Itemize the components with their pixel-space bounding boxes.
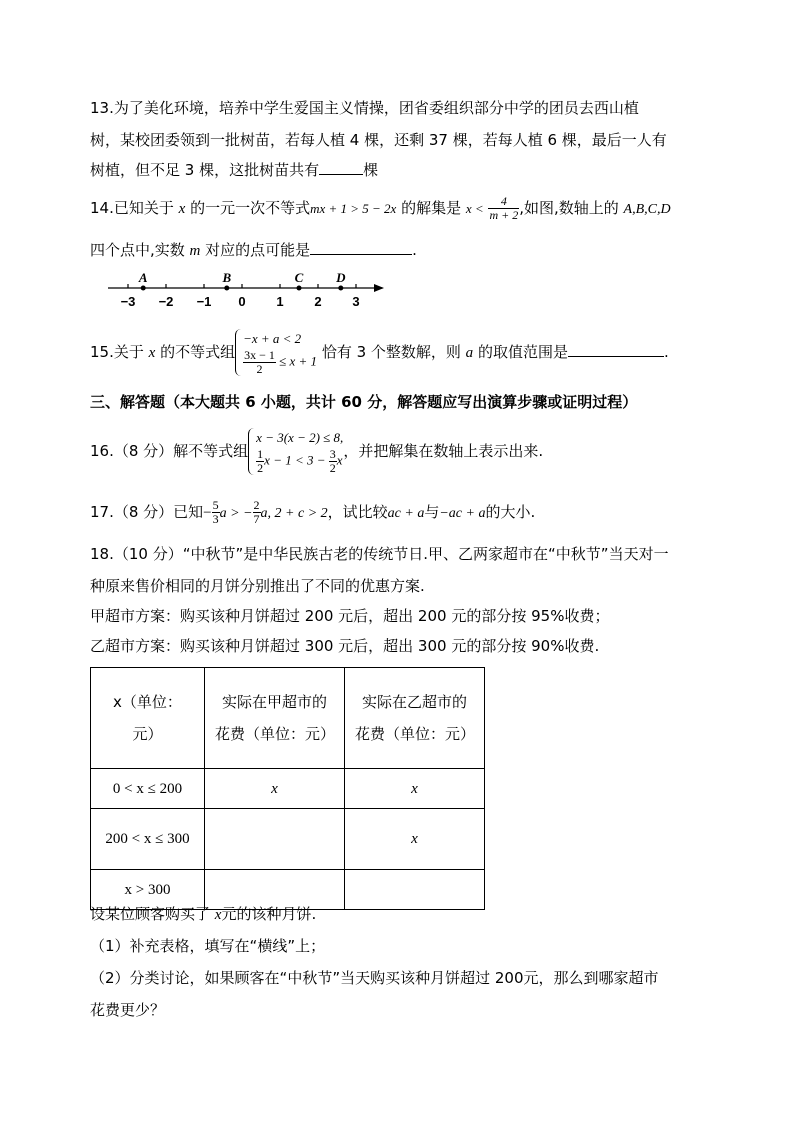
table-cell: 200 < x ≤ 300 xyxy=(91,809,205,870)
q15-text-1: 15.关于 xyxy=(90,343,149,361)
q16-system xyxy=(248,428,343,475)
table-cell: 0 < x ≤ 200 xyxy=(91,769,205,809)
number-line-tick-label: 0 xyxy=(238,294,246,309)
q17-text-1: 17.（8 分）已知 xyxy=(90,503,204,521)
table-cell: x xyxy=(345,809,485,870)
q15-text-4: 的取值范围是 xyxy=(473,343,568,361)
q14-solution-lhs: x < xyxy=(465,201,484,216)
q16-eq2 xyxy=(256,448,343,475)
section-3-heading: 三、解答题（本大题共 6 小题，共计 60 分，解答题应写出演算步骤或证明过程） xyxy=(90,393,638,411)
q16-frac-b-den: 2 xyxy=(329,461,336,475)
q16-brace xyxy=(248,428,255,475)
q14-points: A,B,C,D xyxy=(623,202,671,217)
q15-var-x: x xyxy=(148,345,156,361)
q13-answer-blank xyxy=(319,160,363,175)
q14-var-x: x xyxy=(178,201,186,217)
q15-text-5: . xyxy=(663,343,669,361)
number-line-tick-label: −2 xyxy=(158,294,174,309)
table-cell: x xyxy=(205,769,345,809)
q15-eq1: −x + a < 2 xyxy=(243,331,302,346)
number-line-tick-label: 1 xyxy=(276,294,284,309)
q18-line1: 18.（10 分）“中秋节”是中华民族古老的传统节日.甲、乙两家超市在“中秋节”当天对一 xyxy=(90,545,669,563)
q16-text-2: ，并把解集在数轴上表示出来. xyxy=(343,442,544,460)
q17-expr1: ac + a xyxy=(387,506,425,521)
q17-mid2: a, 2 + c > 2 xyxy=(260,506,328,521)
q15-text-3: 恰有 3 个整数解，则 xyxy=(317,343,466,361)
q15-text-2: 的不等式组 xyxy=(155,343,236,361)
q17-frac1-den: 3 xyxy=(212,512,219,526)
q17-text-2: ，试比较 xyxy=(327,503,388,521)
number-line-tick-label: 3 xyxy=(352,294,360,309)
q14-frac-num: 4 xyxy=(488,195,519,209)
q15-system xyxy=(235,329,317,376)
q17-frac2-num: 2 xyxy=(253,498,260,512)
q16-frac-a-num: 1 xyxy=(257,447,264,461)
q14-text-3: 的解集是 xyxy=(396,199,466,217)
number-line-tick-label: −3 xyxy=(120,294,136,309)
number-line-point-label: D xyxy=(336,270,346,285)
q15-eq2-den: 2 xyxy=(256,362,263,376)
q17-line xyxy=(90,492,710,534)
table-header-cell: x（单位：元） xyxy=(91,668,205,769)
q15-eq2-rhs: ≤ x + 1 xyxy=(279,353,318,369)
q16-frac-a-den: 2 xyxy=(257,461,264,475)
q16-eq2-mid: x − 1 < 3 − xyxy=(264,452,326,468)
number-line-point-label: A xyxy=(138,270,148,285)
q14-line2-text-b: 对应的点可能是 xyxy=(200,241,311,259)
q18-line3: 甲超市方案：购买该种月饼超过 200 元后，超出 200 元的部分按 95%收费； xyxy=(90,607,610,625)
table-row xyxy=(91,809,485,870)
q14-inequality: mx + 1 > 5 − 2x xyxy=(310,201,397,216)
q18-line4: 乙超市方案：购买该种月饼超过 300 元后，超出 300 元的部分按 90%收费. xyxy=(90,637,600,655)
q14-fraction xyxy=(488,195,519,222)
q14-line2-text: 四个点中,实数 xyxy=(90,241,190,259)
q17-frac1-num: 5 xyxy=(212,498,219,512)
q16-eq1: x − 3(x − 2) ≤ 8, xyxy=(256,430,344,445)
number-line-point-label: B xyxy=(222,270,232,285)
number-line xyxy=(100,268,390,310)
q16-eq2-end: x xyxy=(336,452,343,468)
q17-text-3: 与 xyxy=(424,503,440,521)
q14-line1 xyxy=(90,190,710,228)
number-line-arrow xyxy=(374,284,384,292)
q13-line1: 13.为了美化环境，培养中学生爱国主义情操，团省委组织部分中学的团员去西山植 xyxy=(90,99,639,117)
q17-neg: − xyxy=(203,505,212,521)
number-line-point xyxy=(141,286,146,291)
q14-text-1: 14.已知关于 xyxy=(90,199,179,217)
q18-sub2-line2: 花费更少？ xyxy=(90,1001,166,1019)
q18-var-x: x xyxy=(214,907,222,923)
q14-line2 xyxy=(90,234,710,267)
q14-answer-blank xyxy=(310,240,412,255)
q14-frac-den: m + 2 xyxy=(489,208,519,222)
number-line-point xyxy=(338,286,343,291)
q18-after-table xyxy=(90,898,710,931)
number-line-point-label: C xyxy=(294,270,304,285)
q18-sub2-line1: （2）分类讨论，如果顾客在“中秋节”当天购买该种月饼超过 200元，那么到哪家超市 xyxy=(90,969,659,987)
number-line-point xyxy=(224,286,229,291)
q18-table xyxy=(90,667,485,910)
q13-line3 xyxy=(90,154,710,186)
table-header-cell: 实际在乙超市的花费（单位：元） xyxy=(345,668,485,769)
number-line-point xyxy=(297,286,302,291)
q17-frac2-den: 7 xyxy=(253,512,260,526)
q14-text-4: ,如图,数轴上的 xyxy=(519,199,624,217)
q13-line3-text: 树植，但不足 3 棵，这批树苗共有 xyxy=(90,161,320,179)
q13-line2: 树，某校团委领到一批树苗，若每人植 4 棵，还剩 37 棵，若每人植 6 棵，最后一人有 xyxy=(90,131,667,149)
number-line-tick-label: 2 xyxy=(314,294,322,309)
q18-sub1: （1）补充表格，填写在“横线”上； xyxy=(90,937,326,955)
table-header-cell: 实际在甲超市的花费（单位：元） xyxy=(205,668,345,769)
q14-var-m: m xyxy=(189,243,201,259)
q17-expr2: −ac + a xyxy=(439,506,486,521)
table-cell: x > 300 xyxy=(91,870,205,910)
q18-line2: 种原来售价相同的月饼分别推出了不同的优惠方案. xyxy=(90,577,425,595)
q15-var-a: a xyxy=(465,345,474,361)
q14-text-2: 的一元一次不等式 xyxy=(185,199,311,217)
q17-mid1: a > − xyxy=(219,506,253,521)
q15-line xyxy=(90,322,710,382)
table-cell: x xyxy=(345,769,485,809)
table-cell xyxy=(205,809,345,870)
q15-eq2-num: 3x − 1 xyxy=(244,348,275,362)
q17-text-4: 的大小. xyxy=(485,503,536,521)
q16-frac-b-num: 3 xyxy=(329,447,336,461)
table-row xyxy=(91,769,485,809)
q18-after-text-b: 元的该种月饼. xyxy=(221,905,317,923)
q16-line xyxy=(90,420,710,482)
q15-eq2 xyxy=(243,349,317,376)
q16-text-1: 16.（8 分）解不等式组 xyxy=(90,442,249,460)
q13-line3-unit: 棵 xyxy=(363,161,379,179)
q18-after-text: 设某位顾客购买了 xyxy=(90,905,215,923)
q15-answer-blank xyxy=(568,342,664,357)
q15-brace xyxy=(235,329,242,376)
number-line-tick-label: −1 xyxy=(196,294,212,309)
table-header-row xyxy=(91,668,485,769)
q14-line2-end: . xyxy=(412,241,417,259)
